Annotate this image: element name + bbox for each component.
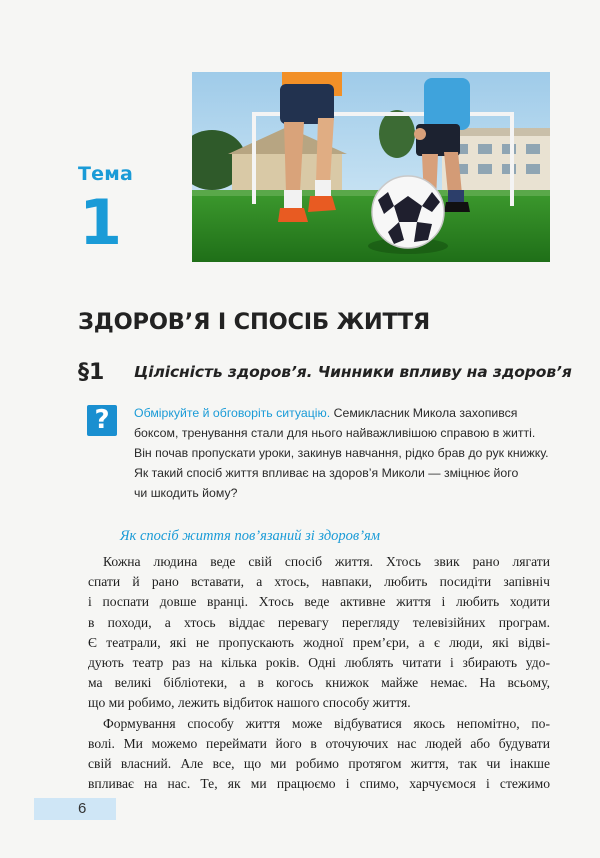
section-title: Цілісність здоров’я. Чинники впливу на здоров’я: [134, 363, 572, 381]
page-number: 6: [78, 800, 87, 817]
paragraph-line: свій власний. Але все, що ми робимо протягом життя, так чи інакше: [88, 756, 550, 772]
paragraph-line: в походи, а хтось віддає перевагу перегляду телевізійних програм.: [88, 614, 550, 630]
discussion-task-line: Він почав пропускати уроки, закинув навчання, рідко брав до рук книжку.: [134, 446, 549, 460]
paragraph-line: що ми робимо, лежить відбиток нашого способу життя.: [88, 695, 411, 711]
discussion-task-line: Як такий спосіб життя впливає на здоров’я Миколи — зміцнює його: [134, 466, 519, 480]
paragraph-line: Формування способу життя може відбуватися якось непомітно, по-: [103, 715, 550, 731]
paragraph-line: ма великі бібліотеки, а в когось книжок майже немає. На всьому,: [88, 675, 550, 691]
discussion-task: [134, 403, 554, 503]
body-text: [88, 552, 550, 794]
chapter-title: ЗДОРОВ’Я І СПОСІБ ЖИТТЯ: [78, 309, 430, 335]
paragraph-line: спати й рано вставати, а хтось, навпаки, любить посидіти запівніч: [88, 574, 550, 590]
paragraph-line: Кожна людина веде свій спосіб життя. Хтось звик рано лягати: [103, 554, 550, 569]
subheading: Як спосіб життя пов’язаний зі здоров’ям: [120, 528, 381, 544]
paragraph-line: Є театрали, які не пропускають жодної прем’єри, а є люди, які відві-: [88, 634, 550, 650]
question-mark-icon: ?: [87, 405, 117, 436]
section-number: §1: [78, 360, 105, 385]
discussion-task-line: чи шкодить йому?: [134, 486, 238, 500]
paragraph-line: впливає на нас. Те, як ми працюємо і спимо, харчуємося і стежимо: [88, 776, 550, 792]
paragraph-line: волі. Ми можемо переймати його в оточуючих нас людей або будувати: [88, 735, 550, 751]
topic-number: 1: [79, 186, 123, 259]
discussion-task-lead: Обміркуйте й обговоріть ситуацію.: [134, 406, 331, 420]
discussion-task-line: боксом, тренування стали для нього найважливішою справою в житті.: [134, 426, 536, 440]
page-number-bar: [34, 798, 116, 820]
topic-label: Тема: [78, 163, 133, 185]
discussion-task-line: Семикласник Микола захопився: [330, 406, 518, 420]
paragraph-line: і поспати довше вранці. Хтось веде активне життя і любить ходити: [88, 594, 550, 610]
football-photo: [192, 72, 550, 262]
paragraph-line: дують театр раз на кілька років. Одні люблять читати і збирають удо-: [88, 655, 550, 671]
